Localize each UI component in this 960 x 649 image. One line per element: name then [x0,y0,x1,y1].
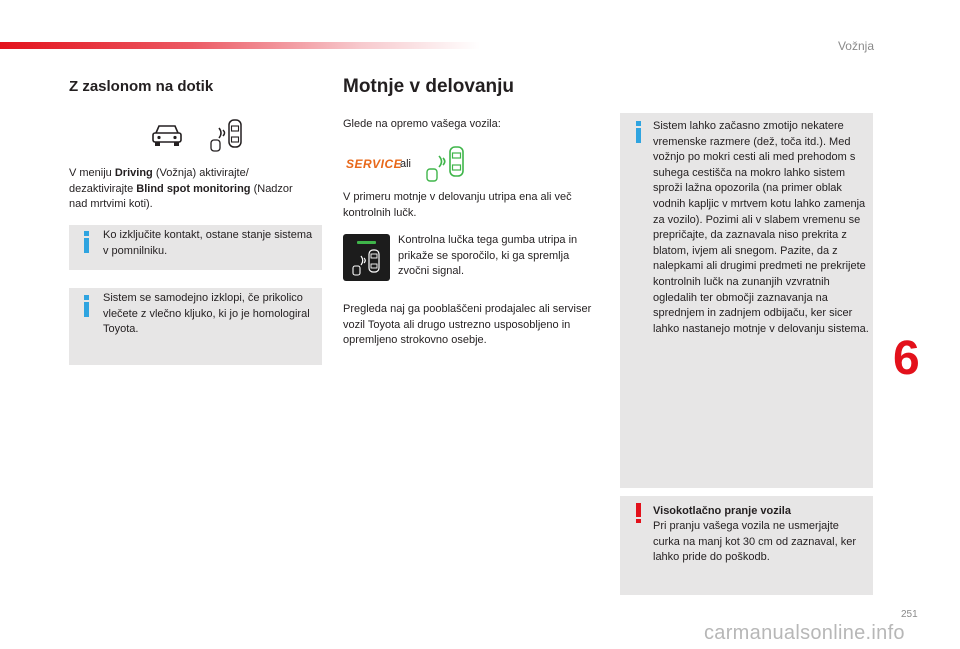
watermark: carmanualsonline.info [704,622,905,644]
heading-malfunction: Motnje v delovanju [343,76,515,97]
blind-spot-icon [210,118,244,157]
info-box-weather-text: Sistem lahko začasno zmotijo nekatere vremenske razmere (dež, toča itd.). Med vožnjo po mokri cesti ali med prehodom s suhega cestišča na mokro lahko sistem sproži lažna opozorila (na primer oblak vodnih kapljic v mrtvem kotu lahko zamenja za vozilo). Pozimi ali v slabem vremenu se prepričajte, da zaznavala niso prekrita z blatom, ivjem ali snegom. Pazite, da z nalepkami ali drugimi predmeti ne prekrijete kontrolnih lučk na zunanjih vzvratnih ogledalih ter območji zaznavanja na sprednjem in zadnjem odbijaču, ker sicer lahko nastanejo motnje v delovanju sistema. [653,120,869,335]
malfunction-blink-text: V primeru motnje v delovanju utripa ena ali več kontrolnih lučk. [343,191,572,219]
car-front-icon [150,123,184,152]
blind-spot-button-icon [343,234,390,281]
info-box-trailer-text: Sistem se samodejno izklopi, če prikolico vlečete z vlečno kljuko, ki jo je homologiral Toyota. [103,292,310,336]
warning-title: Visokotlačno pranje vozila [653,505,791,517]
service-warning-icon: SERVICE [346,157,403,171]
info-icon [84,231,89,253]
info-box-memory-text: Ko izključite kontakt, ostane stanje sistema v pomnilniku. [103,229,313,257]
info-icon [636,121,641,143]
blind-spot-warning-lamp-icon [426,146,466,187]
info-icon [84,295,89,317]
malfunction-check-text: Pregleda naj ga pooblaščeni prodajalec ali serviser vozil Toyota ali drugo ustrezno usposobljeno in opremljeno strokovno osebje. [343,303,592,347]
touchscreen-icons [150,120,244,154]
tile-caption: Kontrolna lučka tega gumba utripa in prikaže se sporočilo, ki ga spremlja zvočni signal. [398,234,578,278]
page-number: 251 [901,609,918,620]
warning-text: Pri pranju vašega vozila ne usmerjajte curka na manj kot 30 cm od zaznaval, ker lahko pride do poškodb. [653,520,856,564]
heading-touchscreen: Z zaslonom na dotik [69,78,214,95]
menu-blind-spot-monitoring: Blind spot monitoring [136,182,251,195]
section-label: Vožnja [837,39,874,53]
touchscreen-instructions: V meniju Driving (Vožnja) aktivirajte/ dezaktivirajte Blind spot monitoring (Nadzor nad mrtvimi koti). [69,167,293,211]
chapter-number: 6 [893,332,920,385]
chapter-color-bar [0,42,480,49]
or-label: ali [400,158,412,170]
warning-icon [636,503,641,523]
menu-driving: Driving [114,167,153,179]
malfunction-intro: Glede na opremo vašega vozila: [343,118,501,130]
